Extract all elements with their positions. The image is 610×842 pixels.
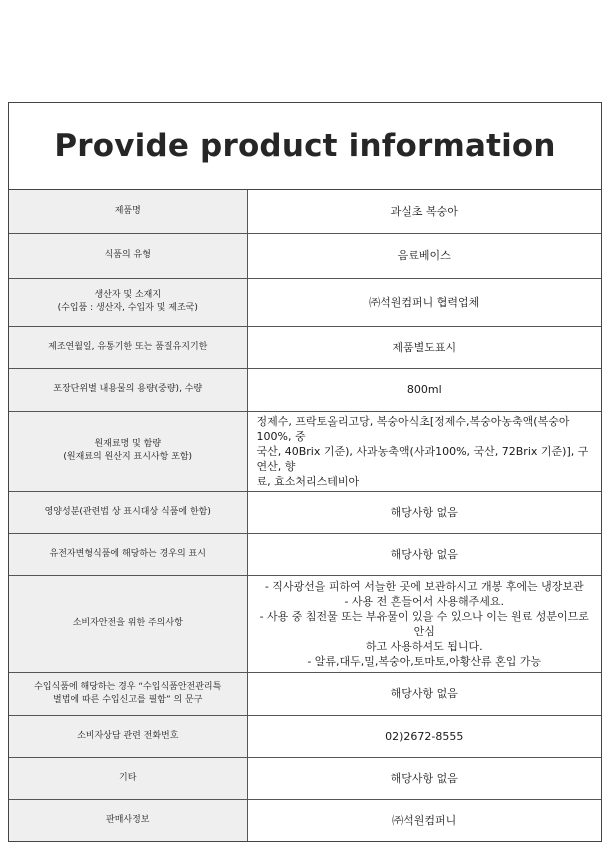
table-row: [9, 326, 601, 368]
row-label-line: 기타: [119, 772, 137, 783]
row-value-line: - 직사광선을 피하여 서늘한 곳에 보관하시고 개봉 후에는 냉장보관: [264, 579, 584, 593]
row-value: [247, 411, 601, 491]
row-value-line: 800ml: [406, 383, 442, 396]
row-label-line: 제품명: [114, 205, 141, 216]
row-label-line: (수입품 : 생산자, 수입자 및 제조국): [57, 303, 198, 313]
row-value: [247, 715, 601, 757]
table-row: [9, 278, 601, 326]
title-bar: [9, 103, 601, 190]
row-label-line: 별법에 따른 수입신고를 필함” 의 문구: [53, 694, 203, 705]
table-row: [9, 190, 601, 233]
row-value-line: 료, 효소처리스테비아: [256, 474, 360, 488]
row-value: [247, 190, 601, 233]
row-label-line: 수입식품에 해당하는 경우 “수입식품안전관리특: [34, 681, 222, 692]
row-value-line: ㈜석원컴퍼니: [392, 813, 457, 827]
row-label: [9, 757, 247, 799]
row-label: [9, 278, 247, 326]
row-label-line: (원재료의 원산지 표시사항 포함): [63, 452, 193, 462]
row-label: [9, 368, 247, 411]
row-label-line: 원재료명 및 함량: [94, 439, 162, 449]
row-label-line: 영양성분(관련법 상 표시대상 식품에 한함): [44, 506, 211, 517]
row-label: [9, 190, 247, 233]
row-label: [9, 672, 247, 715]
row-value-line: 국산, 40Brix 기준), 사과농축액(사과100%, 국산, 72Brix 기준)], 구연산, 향: [256, 444, 589, 473]
page-title: Provide product information: [54, 128, 556, 164]
row-label: [9, 491, 247, 533]
row-value: [247, 233, 601, 278]
row-label-line: 판매사정보: [106, 814, 150, 825]
row-label-line: 식품의 유형: [104, 250, 151, 260]
product-info-sheet: [8, 102, 602, 842]
row-value: [247, 533, 601, 575]
row-value-line: 해당사항 없음: [390, 505, 458, 519]
row-value: [247, 491, 601, 533]
table-row: [9, 233, 601, 278]
row-value-line: - 사용 전 흔들어서 사용해주세요.: [344, 594, 505, 608]
row-value-line: 제품별도표시: [392, 340, 457, 354]
row-value-line: ㈜석원컴퍼니 협력업체: [369, 295, 480, 309]
row-value-line: 정제수, 프락토올리고당, 복숭아식초[정제수,복숭아농축액(복숭아100%, 중: [256, 414, 570, 443]
table-row: [9, 715, 601, 757]
row-value: [247, 799, 601, 841]
row-value-line: 음료베이스: [397, 249, 451, 262]
row-value-line: 과실초 복숭아: [390, 204, 458, 218]
table-row: [9, 575, 601, 672]
table-row: [9, 411, 601, 491]
row-value: [247, 368, 601, 411]
row-label: [9, 575, 247, 672]
row-label: [9, 326, 247, 368]
row-label-line: 소비자상담 관련 전화번호: [77, 730, 179, 741]
row-label-line: 소비자안전을 위한 주의사항: [72, 618, 183, 628]
row-value-line: - 알류,대두,밀,복숭아,토마토,아황산류 혼입 가능: [307, 654, 542, 668]
row-label-line: 포장단위별 내용물의 용량(중량), 수량: [53, 384, 203, 394]
table-row: [9, 799, 601, 841]
row-label: [9, 411, 247, 491]
row-value: [247, 757, 601, 799]
row-value: [247, 278, 601, 326]
table-row: [9, 672, 601, 715]
row-label: [9, 233, 247, 278]
row-value-line: 하고 사용하셔도 됩니다.: [365, 639, 483, 653]
row-label-line: 제조연월일, 유통기한 또는 품질유지기한: [48, 341, 208, 352]
row-value-line: 해당사항 없음: [390, 547, 458, 561]
row-label: [9, 715, 247, 757]
row-label-line: 생산자 및 소재지: [94, 290, 162, 300]
product-info-table: [9, 190, 601, 841]
table-row: [9, 533, 601, 575]
row-label-line: 유전자변형식품에 해당하는 경우의 표시: [49, 548, 206, 559]
table-row: [9, 368, 601, 411]
row-value-line: 해당사항 없음: [390, 771, 458, 785]
row-value: [247, 672, 601, 715]
row-value: [247, 575, 601, 672]
row-value-line: 02)2672-8555: [385, 729, 464, 743]
row-value: [247, 326, 601, 368]
row-value-line: - 사용 중 침전물 또는 부유물이 있을 수 있으나 이는 원료 성분이므로 안심: [259, 609, 589, 638]
table-row: [9, 757, 601, 799]
row-value-line: 해당사항 없음: [390, 687, 458, 700]
table-row: [9, 491, 601, 533]
row-label: [9, 799, 247, 841]
row-label: [9, 533, 247, 575]
